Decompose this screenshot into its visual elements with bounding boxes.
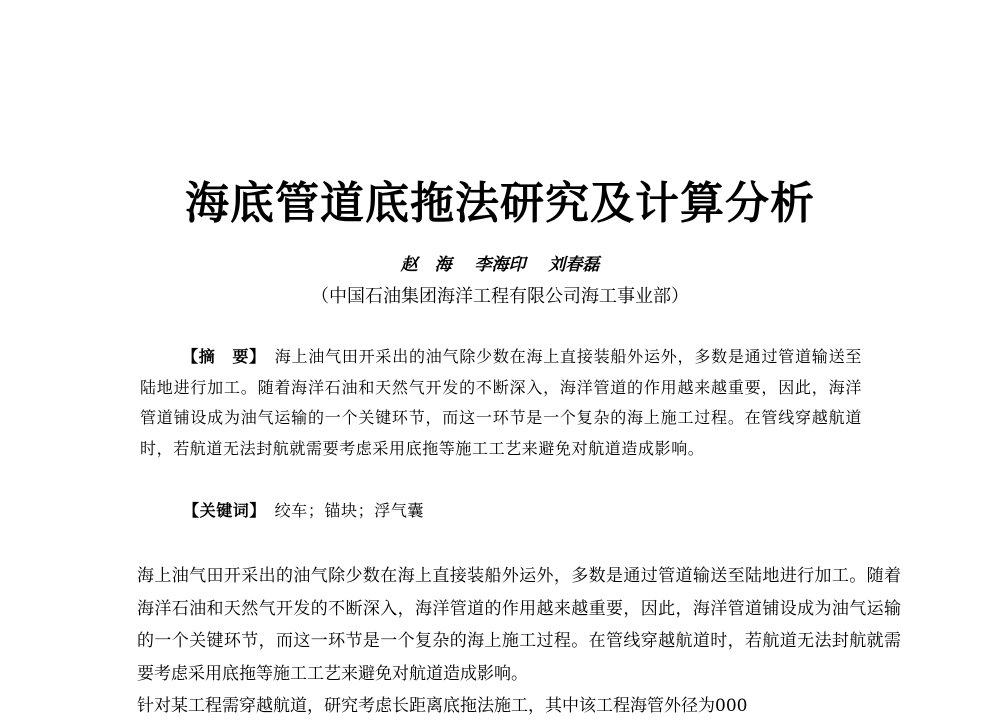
keywords-text: 绞车；锚块；浮气囊	[274, 501, 425, 520]
abstract-gap	[258, 347, 275, 366]
abstract-label: 【摘 要】	[182, 347, 258, 366]
keywords-label: 【关键词】	[183, 501, 259, 520]
paper-authors: 赵 海 李海印 刘春磊	[400, 255, 600, 275]
paper-affiliation: （中国石油集团海洋工程有限公司海工事业部）	[311, 286, 689, 307]
abstract-text: 海上油气田开采出的油气除少数在海上直接装船外运外，多数是通过管道输送至陆地进行加工。随着海洋石油和天然气开发的不断深入，海洋管道的作用越来越重要，因此，海洋管道铺设成为油气运输的一个关键环节，而这一环节是一个复杂的海上施工过程。在管线穿越航道时，若航道无法封航就需要考虑采用底拖等施工工艺来避免对航道造成影响。	[140, 347, 862, 458]
body-paragraph-2: 针对某工程需穿越航道，研究考虑长距离底拖法施工，其中该工程海管外径为000	[137, 696, 748, 716]
body-text	[137, 560, 901, 723]
keywords-block	[183, 496, 424, 526]
body-paragraph-1: 海上油气田开采出的油气除少数在海上直接装船外运外，多数是通过管道输送至陆地进行加工。随着海洋石油和天然气开发的不断深入，海洋管道的作用越来越重要，因此，海洋管道铺设成为油气运输的一个关键环节，而这一环节是一个复杂的海上施工过程。在管线穿越航道时，若航道无法封航就需要考虑采用底拖等施工工艺来避免对航道造成影响。	[137, 566, 901, 684]
keywords-gap	[258, 501, 275, 520]
abstract-block	[140, 342, 862, 464]
body-paragraph	[137, 690, 901, 723]
paper-title: 海底管道底拖法研究及计算分析	[185, 178, 815, 229]
body-paragraph	[137, 560, 901, 690]
